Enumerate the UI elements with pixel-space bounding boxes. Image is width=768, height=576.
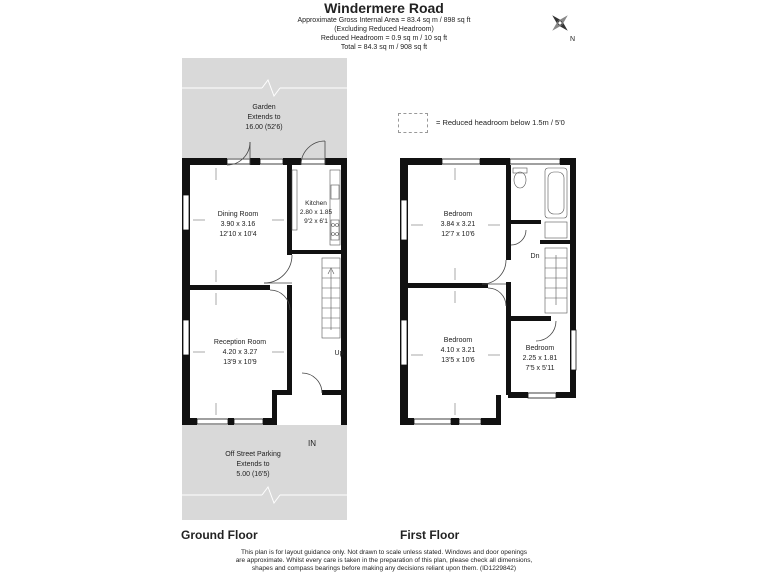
reception-room-label: Reception Room — [213, 339, 267, 346]
disclaimer-line3: shapes and compass bearings before making any decisions reliant upon them. (ID1229842) — [251, 565, 517, 572]
bedroom2-label: Bedroom — [443, 337, 473, 344]
garden-length-label: 16.00 (52'6) — [245, 124, 283, 131]
gross-area-line: Approximate Gross Internal Area = 83.4 sq m / 898 sq ft — [297, 17, 471, 24]
first-floor-label: First Floor — [400, 528, 460, 542]
reduced-headroom-line: Reduced Headroom = 0.9 sq m / 10 sq ft — [320, 35, 448, 42]
bedroom1-label: Bedroom — [443, 211, 473, 218]
kitchen-metric: 2.80 x 1.85 — [299, 209, 333, 216]
parking-extends-label: Extends to — [236, 461, 270, 468]
bedroom3-label: Bedroom — [525, 345, 555, 352]
bedroom2-imperial: 13'5 x 10'6 — [441, 357, 475, 364]
reception-room-metric: 4.20 x 3.27 — [222, 349, 258, 356]
ground-floor-label: Ground Floor — [181, 528, 258, 542]
compass-north-label: N — [570, 36, 576, 43]
bedroom3-metric: 2.25 x 1.81 — [522, 355, 558, 362]
disclaimer — [0, 549, 768, 573]
stairs-down-label: Dn — [530, 253, 540, 260]
disclaimer-line1: This plan is for layout guidance only. Not drawn to scale unless stated. Windows and door openings — [240, 549, 528, 556]
plan-title: Windermere Road — [324, 0, 444, 16]
parking-label: Off Street Parking — [225, 451, 281, 458]
excluding-headroom-line: (Excluding Reduced Headroom) — [334, 26, 434, 33]
dining-room-imperial: 12'10 x 10'4 — [219, 231, 257, 238]
kitchen-imperial: 9'2 x 6'1 — [304, 218, 328, 225]
entrance-label: IN — [308, 439, 316, 448]
bedroom2-metric: 4.10 x 3.21 — [440, 347, 476, 354]
legend-text: = Reduced headroom below 1.5m / 5'0 — [436, 118, 565, 127]
total-area-line: Total = 84.3 sq m / 908 sq ft — [340, 44, 428, 51]
garden-extends-label: Extends to — [247, 114, 281, 121]
kitchen-label: Kitchen — [305, 200, 327, 207]
dining-room-metric: 3.90 x 3.16 — [220, 221, 256, 228]
reception-room-imperial: 13'9 x 10'9 — [223, 359, 257, 366]
garden-label: Garden — [252, 104, 276, 111]
dining-room-label: Dining Room — [217, 211, 259, 218]
disclaimer-line2: are approximate. Whilst every care is taken in the preparation of this plan, please check all dimensions, — [235, 557, 533, 564]
bedroom1-imperial: 12'7 x 10'6 — [441, 231, 475, 238]
bedroom1-metric: 3.84 x 3.21 — [440, 221, 476, 228]
stairs-up-label: Up — [334, 350, 344, 357]
bedroom3-imperial: 7'5 x 5'11 — [525, 365, 555, 372]
parking-length-label: 5.00 (16'5) — [236, 471, 270, 478]
